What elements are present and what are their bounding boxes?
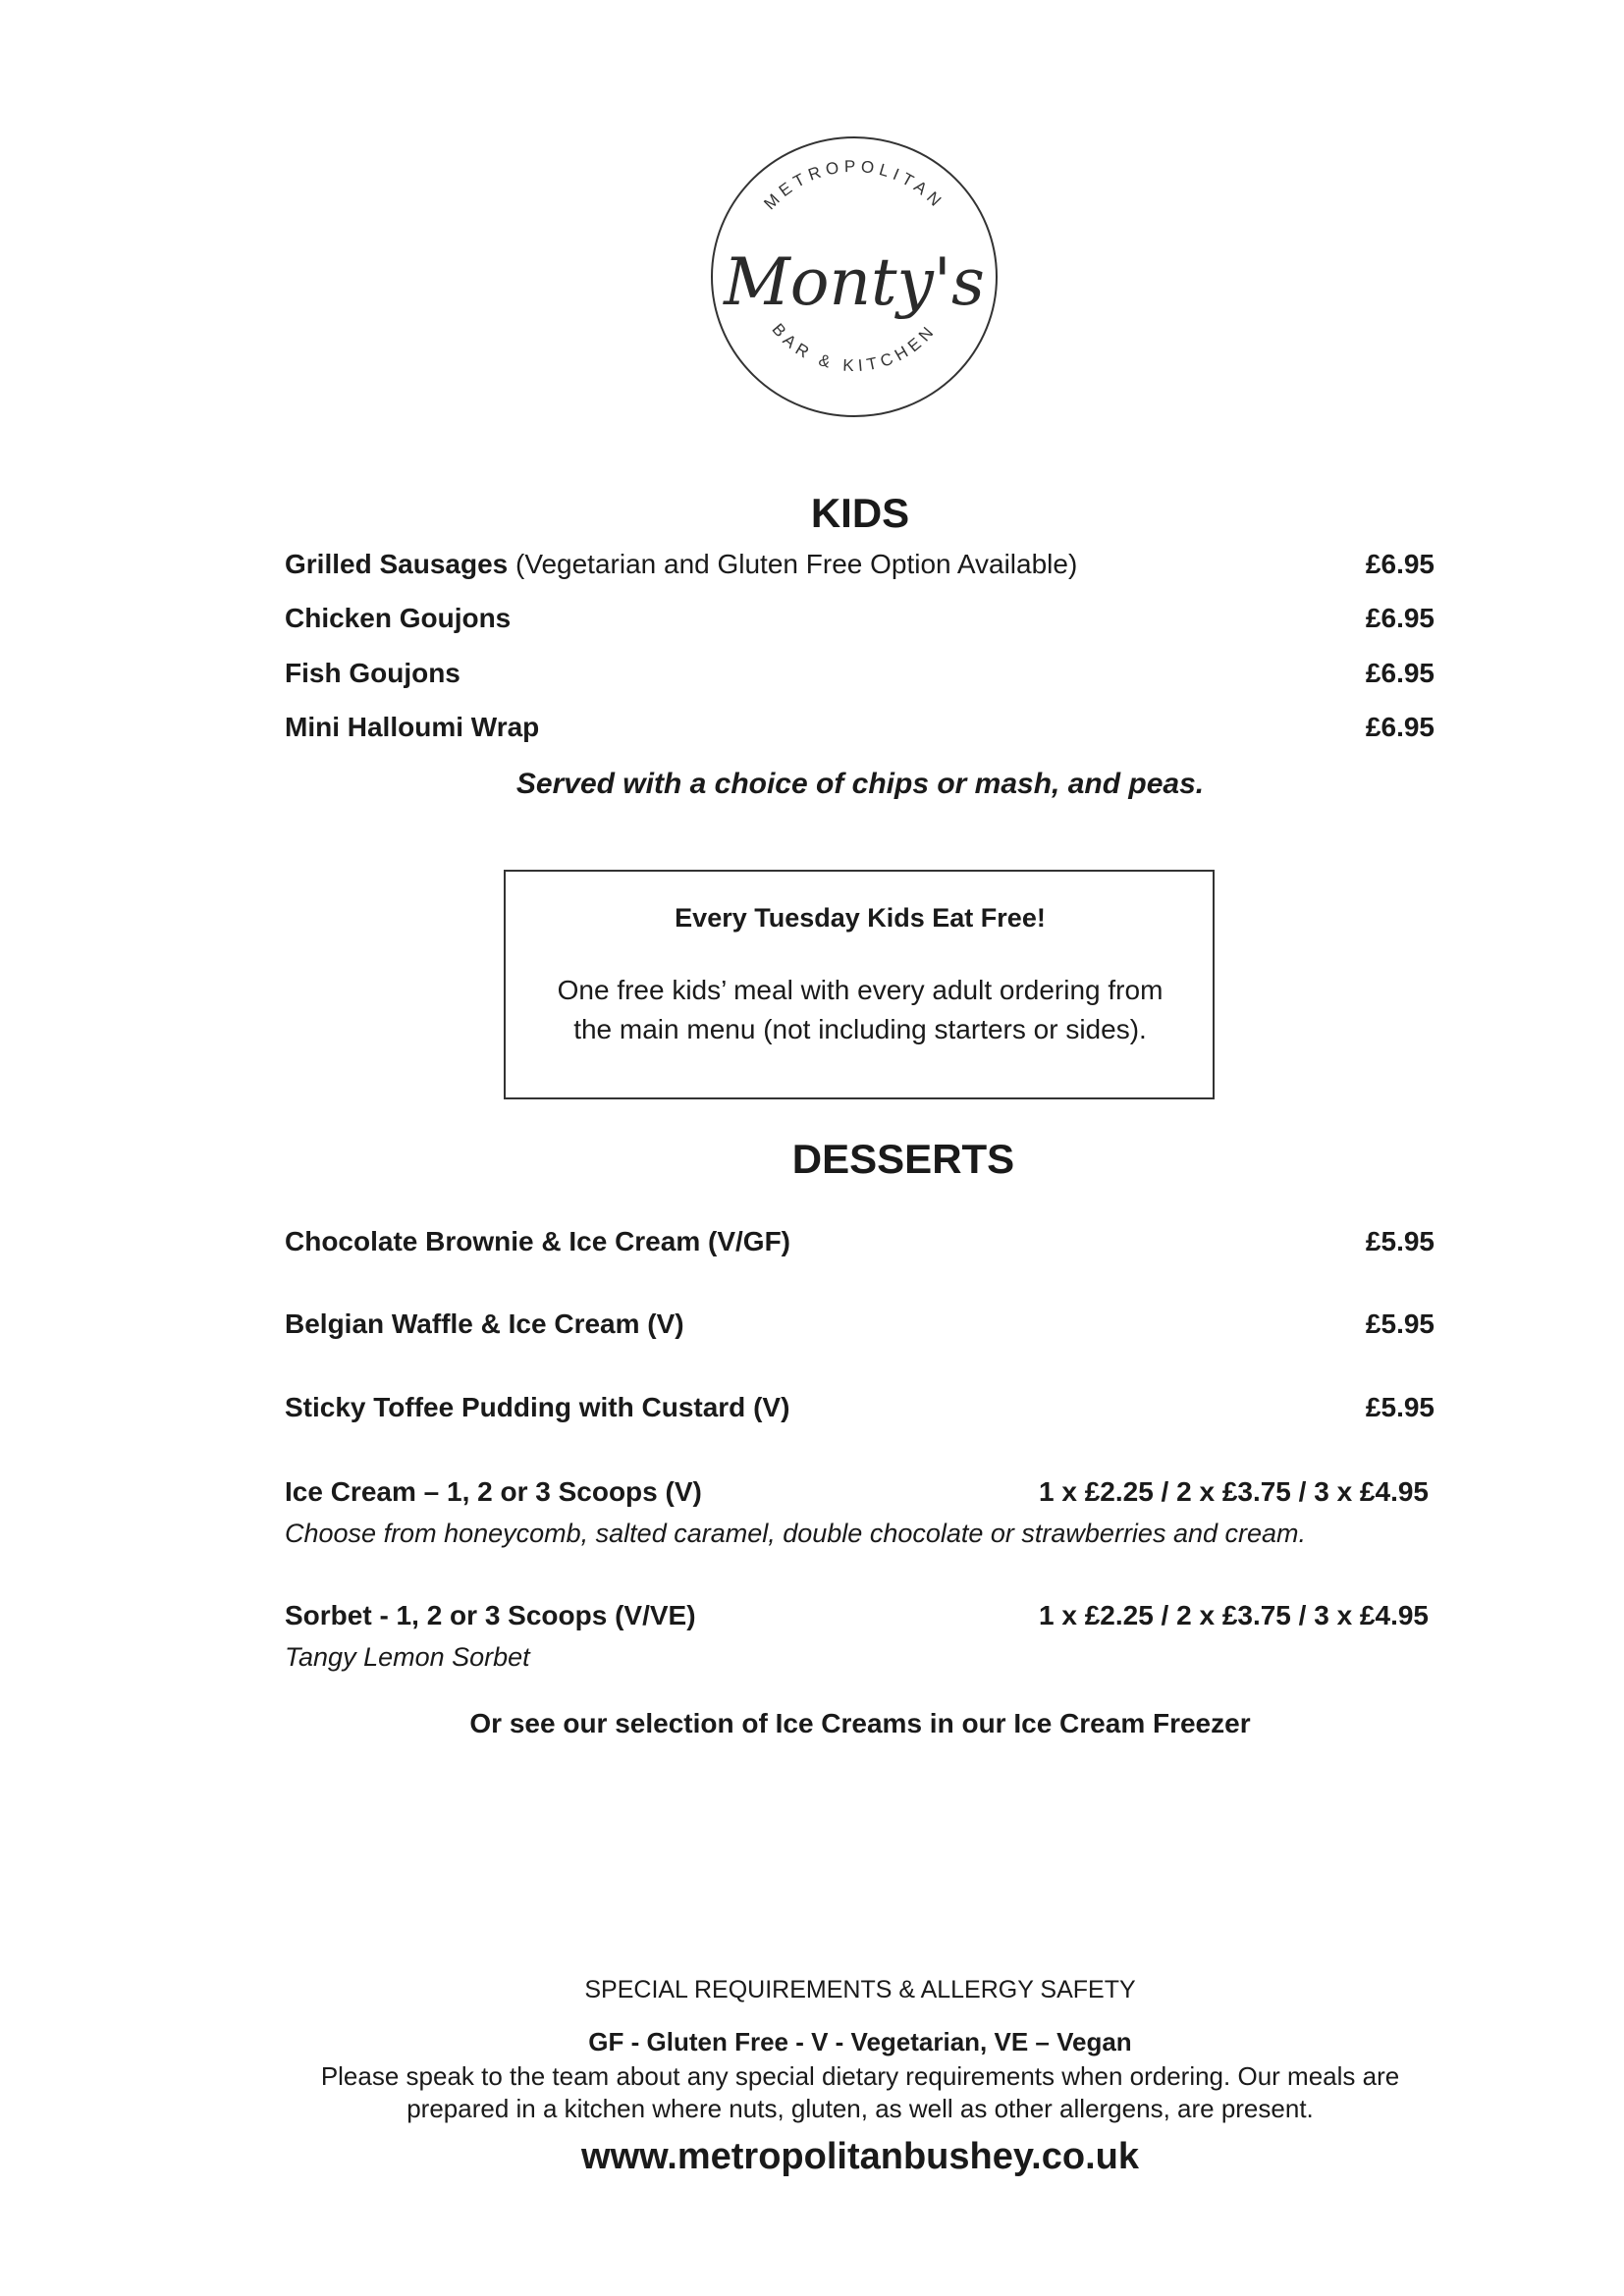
logo-bottom-text: BAR & KITCHEN bbox=[768, 319, 941, 376]
logo-top-text: METROPOLITAN bbox=[760, 156, 948, 214]
item-name: Sticky Toffee Pudding with Custard (V) bbox=[285, 1392, 790, 1422]
item-price: £5.95 bbox=[1365, 1226, 1435, 1256]
item-price: £5.95 bbox=[1365, 1392, 1435, 1422]
website-link[interactable]: www.metropolitanbushey.co.uk bbox=[581, 2136, 1139, 2177]
item-name: Chicken Goujons bbox=[285, 603, 512, 633]
kids-item bbox=[285, 548, 1077, 581]
allergy-title: SPECIAL REQUIREMENTS & ALLERGY SAFETY bbox=[584, 1976, 1136, 2003]
item-description: Choose from honeycomb, salted caramel, double chocolate or strawberries and cream. bbox=[285, 1519, 1307, 1548]
item-price: 1 x £2.25 / 2 x £3.75 / 3 x £4.95 bbox=[1039, 1600, 1429, 1630]
allergy-text: Please speak to the team about any special dietary requirements when ordering. Our meals are bbox=[320, 2061, 1400, 2091]
allergy-text: prepared in a kitchen where nuts, gluten, as well as other allergens, are present. bbox=[406, 2094, 1314, 2123]
kids-heading: KIDS bbox=[810, 490, 910, 536]
item-price: £6.95 bbox=[1365, 712, 1435, 742]
svg-text:METROPOLITAN bbox=[760, 157, 947, 213]
kids-item bbox=[285, 711, 539, 744]
item-name: Ice Cream – 1, 2 or 3 Scoops (V) bbox=[285, 1476, 702, 1507]
item-name: Fish Goujons bbox=[285, 658, 460, 688]
desserts-heading: DESSERTS bbox=[791, 1136, 1015, 1182]
item-description: Tangy Lemon Sorbet bbox=[285, 1642, 530, 1672]
desserts-footer: Or see our selection of Ice Creams in our Ice Cream Freezer bbox=[469, 1708, 1251, 1738]
promo-title: Every Tuesday Kids Eat Free! bbox=[675, 903, 1046, 933]
item-name: Sorbet - 1, 2 or 3 Scoops (V/VE) bbox=[285, 1600, 696, 1630]
item-note: (Vegetarian and Gluten Free Option Available) bbox=[508, 549, 1078, 579]
kids-item bbox=[285, 657, 460, 690]
promo-line: the main menu (not including starters or sides). bbox=[573, 1014, 1147, 1044]
item-price: 1 x £2.25 / 2 x £3.75 / 3 x £4.95 bbox=[1039, 1476, 1429, 1507]
promo-line: One free kids’ meal with every adult ordering from bbox=[557, 975, 1164, 1005]
logo-script-text: Monty's bbox=[724, 244, 985, 320]
kids-item bbox=[285, 602, 511, 635]
svg-text:BAR & KITCHEN bbox=[768, 320, 940, 375]
item-name: Mini Halloumi Wrap bbox=[285, 712, 540, 742]
logo bbox=[702, 128, 1006, 432]
item-price: £6.95 bbox=[1365, 549, 1435, 579]
dessert-item bbox=[285, 1225, 790, 1258]
item-name: Belgian Waffle & Ice Cream (V) bbox=[285, 1308, 684, 1339]
item-price: £5.95 bbox=[1365, 1308, 1435, 1339]
dessert-item bbox=[285, 1391, 789, 1424]
allergy-key: GF - Gluten Free - V - Vegetarian, VE – Vegan bbox=[588, 2027, 1132, 2056]
item-name: Grilled Sausages bbox=[285, 549, 509, 579]
item-price: £6.95 bbox=[1365, 658, 1435, 688]
item-name: Chocolate Brownie & Ice Cream (V/GF) bbox=[285, 1226, 790, 1256]
item-price: £6.95 bbox=[1365, 603, 1435, 633]
kids-served-note: Served with a choice of chips or mash, and peas. bbox=[515, 768, 1205, 800]
dessert-item bbox=[285, 1475, 702, 1509]
dessert-item bbox=[285, 1599, 696, 1632]
dessert-item bbox=[285, 1308, 684, 1341]
